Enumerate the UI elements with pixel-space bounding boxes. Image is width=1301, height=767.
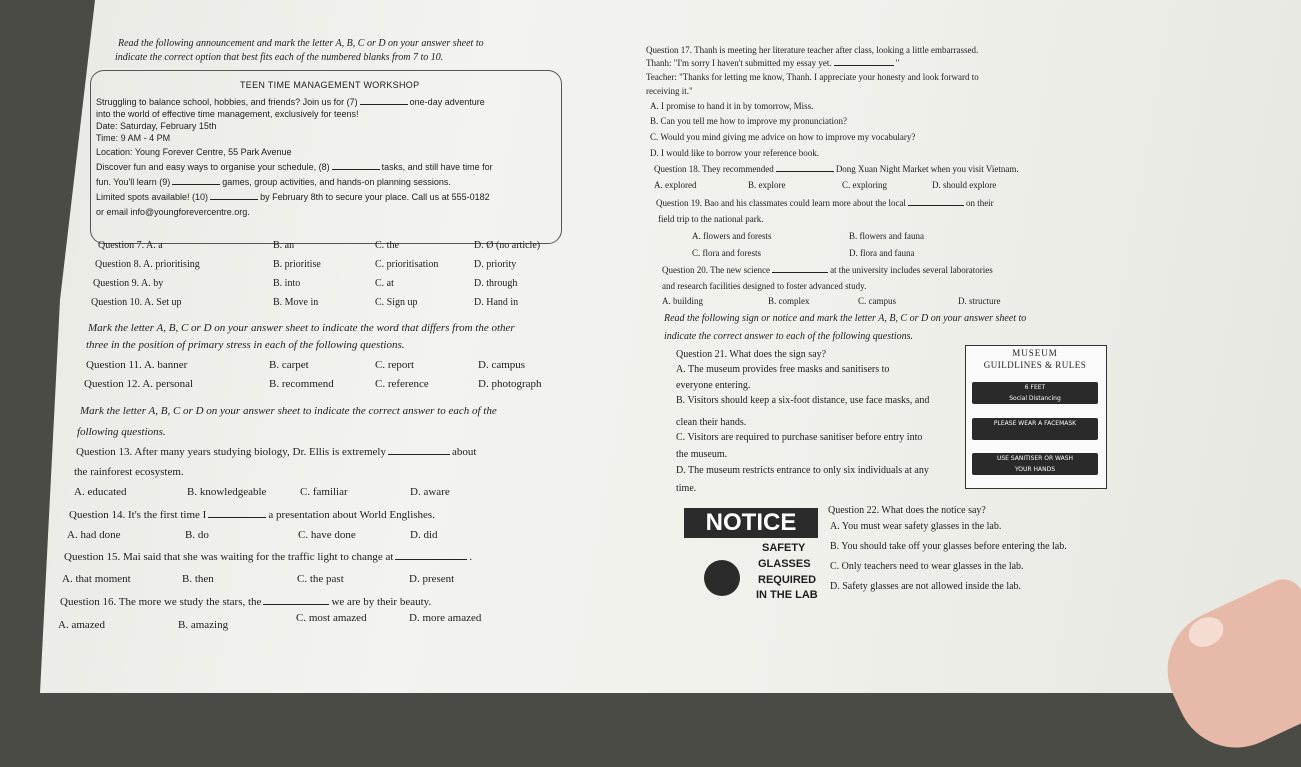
q16-question: Question 16. The more we study the stars, the we are by their beauty.	[60, 596, 432, 608]
q12-option-a: Question 12. A. personal	[84, 378, 194, 390]
sign-row-sanitiser: USE SANITISER OR WASH YOUR HANDS	[972, 453, 1098, 475]
q12-option-d: D. photograph	[478, 378, 542, 390]
q9-option-a: Question 9. A. by	[93, 278, 164, 289]
q14-option-b: B. do	[185, 529, 209, 541]
q12-option-c: C. reference	[375, 378, 429, 390]
q22-option-a: A. You must wear safety glasses in the lab.	[830, 521, 1002, 532]
museum-sign-subtitle: GUILDLINES & RULES	[983, 360, 1087, 370]
q13-option-a: A. educated	[74, 486, 127, 498]
q17-option-c: C. Would you mind giving me advice on how to improve my vocabulary?	[650, 132, 916, 142]
q14-question: Question 14. It's the first time I a presentation about World Englishes.	[69, 509, 435, 521]
instruction-correct-line2: following questions.	[77, 426, 166, 438]
q20-option-a: A. building	[662, 296, 704, 306]
q19-option-d: D. flora and fauna	[849, 248, 915, 258]
q8-option-a: Question 8. A. prioritising	[95, 259, 200, 270]
q7-option-a: Question 7. A. a	[98, 240, 163, 251]
q20-question-cont: and research facilities designed to foster advanced study.	[662, 281, 867, 291]
instruction-7-10-line1: Read the following announcement and mark the letter A, B, C or D on your answer sheet to	[118, 38, 484, 49]
q8-option-c: C. prioritisation	[375, 259, 439, 270]
q7-option-c: C. the	[375, 240, 399, 251]
museum-sign-title: MUSEUM	[1012, 348, 1058, 358]
q20-option-b: B. complex	[768, 296, 810, 306]
q21-option-a-cont: everyone entering.	[676, 380, 751, 391]
instruction-stress-line2: three in the position of primary stress in each of the following questions.	[86, 339, 405, 351]
q7-option-b: B. an	[273, 240, 295, 251]
ad-date: Date: Saturday, February 15th	[96, 121, 217, 131]
q21-question: Question 21. What does the sign say?	[676, 349, 827, 360]
ad-time: Time: 9 AM - 4 PM	[96, 133, 171, 143]
q19-question-cont: field trip to the national park.	[658, 214, 764, 224]
ad-line-8: Limited spots available! (10) by February 8th to secure your place. Call us at 555-0182	[96, 192, 490, 202]
q19-option-a: A. flowers and forests	[692, 231, 772, 241]
q11-option-d: D. campus	[478, 359, 526, 371]
q8-option-d: D. priority	[474, 259, 517, 270]
q18-option-b: B. explore	[748, 180, 786, 190]
q21-option-d-cont: time.	[676, 483, 697, 494]
q22-option-d: D. Safety glasses are not allowed inside the lab.	[830, 581, 1022, 592]
q13-option-d: D. aware	[410, 486, 450, 498]
sign-row-mask: PLEASE WEAR A FACEMASK	[972, 418, 1098, 440]
q19-question: Question 19. Bao and his classmates could learn more about the local on their	[656, 198, 994, 208]
q14-option-a: A. had done	[67, 529, 121, 541]
q15-option-a: A. that moment	[62, 573, 131, 585]
goggles-icon	[704, 560, 740, 596]
ad-line-9: or email info@youngforevercentre.org.	[96, 207, 250, 217]
q19-option-c: C. flora and forests	[692, 248, 761, 258]
q8-option-b: B. prioritise	[273, 259, 321, 270]
ad-line-2: into the world of effective time management, exclusively for teens!	[96, 109, 359, 119]
q10-option-b: B. Move in	[273, 297, 319, 308]
q22-option-c: C. Only teachers need to wear glasses in the lab.	[830, 561, 1024, 572]
q22-question: Question 22. What does the notice say?	[828, 505, 986, 516]
q12-option-b: B. recommend	[269, 378, 334, 390]
notice-line-4: IN THE LAB	[756, 589, 818, 601]
q9-option-b: B. into	[273, 278, 301, 289]
q18-option-a: A. explored	[654, 180, 697, 190]
q15-option-c: C. the past	[297, 573, 344, 585]
q16-option-d: D. more amazed	[409, 612, 482, 624]
q15-option-d: D. present	[409, 573, 455, 585]
museum-sign	[965, 345, 1107, 489]
q10-option-c: C. Sign up	[375, 297, 418, 308]
q18-option-c: C. exploring	[842, 180, 887, 190]
q20-option-d: D. structure	[958, 296, 1001, 306]
q16-option-a: A. amazed	[58, 619, 106, 631]
ad-location: Location: Young Forever Centre, 55 Park Avenue	[96, 147, 292, 157]
q9-option-d: D. through	[474, 278, 518, 289]
q11-option-c: C. report	[375, 359, 415, 371]
q19-option-b: B. flowers and fauna	[849, 231, 924, 241]
q13-option-c: C. familiar	[300, 486, 348, 498]
q10-option-d: D. Hand in	[474, 297, 519, 308]
q22-option-b: B. You should take off your glasses before entering the lab.	[830, 541, 1067, 552]
q13-question-cont: the rainforest ecosystem.	[74, 466, 184, 478]
notice-line-2: GLASSES	[758, 558, 811, 570]
ad-line-1: Struggling to balance school, hobbies, and friends? Join us for (7) one-day adventure	[96, 97, 485, 107]
q10-option-a: Question 10. A. Set up	[91, 297, 182, 308]
q9-option-c: C. at	[375, 278, 394, 289]
instruction-sign-line2: indicate the correct answer to each of the following questions.	[664, 331, 914, 342]
q17-context: Question 17. Thanh is meeting her literature teacher after class, looking a little embarrassed.	[646, 45, 979, 55]
q17-option-b: B. Can you tell me how to improve my pronunciation?	[650, 116, 847, 126]
q13-question: Question 13. After many years studying biology, Dr. Ellis is extremely about	[76, 446, 477, 458]
instruction-correct-line1: Mark the letter A, B, C or D on your answer sheet to indicate the correct answer to each of the	[80, 405, 497, 417]
q17-thanh-line: Thanh: "I'm sorry I haven't submitted my essay yet. "	[646, 58, 900, 68]
notice-line-3: REQUIRED	[758, 574, 817, 586]
q14-option-d: D. did	[410, 529, 438, 541]
q15-question: Question 15. Mai said that she was waiting for the traffic light to change at .	[64, 551, 473, 563]
q11-option-b: B. carpet	[269, 359, 309, 371]
q21-option-b-cont: clean their hands.	[676, 417, 747, 428]
q17-teacher-line: Teacher: "Thanks for letting me know, Thanh. I appreciate your honesty and look forward to	[646, 72, 979, 82]
q17-option-a: A. I promise to hand it in by tomorrow, Miss.	[650, 101, 814, 111]
sign-row-distance: 6 FEET Social Distancing	[972, 382, 1098, 404]
notice-title: NOTICE	[684, 508, 818, 538]
q16-option-c: C. most amazed	[296, 612, 367, 624]
q7-option-d: D. Ø (no article)	[474, 240, 541, 251]
notice-line-1: SAFETY	[762, 542, 806, 554]
q11-option-a: Question 11. A. banner	[86, 359, 188, 371]
q15-option-b: B. then	[182, 573, 214, 585]
instruction-sign-line1: Read the following sign or notice and mark the letter A, B, C or D on your answer sheet to	[664, 313, 1027, 324]
q17-option-d: D. I would like to borrow your reference book.	[650, 148, 819, 158]
q21-option-c-cont: the museum.	[676, 449, 728, 460]
q20-option-c: C. campus	[858, 296, 896, 306]
q21-option-d: D. The museum restricts entrance to only six individuals at any	[676, 465, 929, 476]
instruction-7-10-line2: indicate the correct option that best fits each of the numbered blanks from 7 to 10.	[115, 52, 444, 63]
q20-question: Question 20. The new science at the university includes several laboratories	[662, 265, 993, 275]
q21-option-a: A. The museum provides free masks and sanitisers to	[676, 364, 890, 375]
instruction-stress-line1: Mark the letter A, B, C or D on your answer sheet to indicate the word that differs from the other	[88, 322, 515, 334]
q18-option-d: D. should explore	[932, 180, 997, 190]
q13-option-b: B. knowledgeable	[187, 486, 267, 498]
ad-line-7: fun. You'll learn (9) games, group activities, and hands-on planning sessions.	[96, 177, 451, 187]
q17-teacher-line-cont: receiving it."	[646, 86, 693, 96]
q18-question: Question 18. They recommended Dong Xuan Night Market when you visit Vietnam.	[654, 164, 1019, 174]
ad-line-6: Discover fun and easy ways to organise your schedule, (8) tasks, and still have time for	[96, 162, 493, 172]
q21-option-c: C. Visitors are required to purchase sanitiser before entry into	[676, 432, 923, 443]
q14-option-c: C. have done	[298, 529, 356, 541]
q16-option-b: B. amazing	[178, 619, 229, 631]
q21-option-b: B. Visitors should keep a six-foot distance, use face masks, and	[676, 395, 930, 406]
announcement-title: TEEN TIME MANAGEMENT WORKSHOP	[240, 80, 420, 90]
